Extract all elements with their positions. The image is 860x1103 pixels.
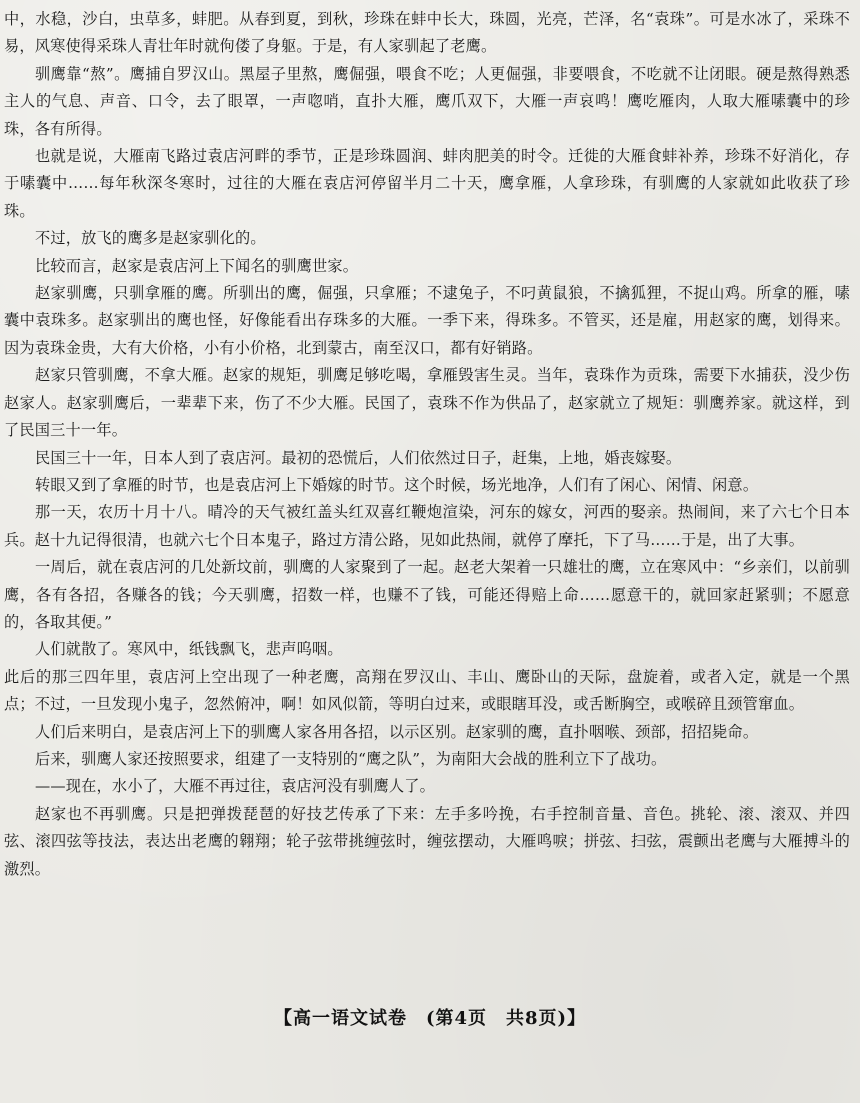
paragraph-1: 中，水稳，沙白，虫草多，蚌肥。从春到夏，到秋，珍珠在蚌中长大，珠圆，光亮，芒泽，名“袁珠”。可是水冰了，采珠不易，风寒使得采珠人青壮年时就佝偻了身躯。于是，有人家驯起了老鹰。 — [4, 10, 850, 56]
paragraph-4: 不过，放飞的鹰多是赵家驯化的。 — [35, 229, 266, 248]
paragraph-3: 也就是说，大雁南飞路过袁店河畔的季节，正是珍珠圆润、蚌肉肥美的时令。迁徙的大雁食蚌补养，珍珠不好消化，存于嗉囊中……每年秋深冬寒时，过往的大雁在袁店河停留半月二十天，鹰拿雁，人拿珍珠，有驯鹰的人家就如此收获了珍珠。 — [4, 147, 850, 220]
paragraph-10: 那一天，农历十月十八。晴冷的天气被红盖头红双喜红鞭炮渲染，河东的嫁女，河西的娶亲。热闹间，来了六七个日本兵。赵十九记得很清，也就六七个日本鬼子，路过方清公路，见如此热闹，就停了摩托，下了马……于是，出了大事。 — [4, 503, 850, 549]
paragraph-8: 民国三十一年，日本人到了袁店河。最初的恐慌后，人们依然过日子，赶集，上地，婚丧嫁娶。 — [35, 448, 682, 467]
page-footer: 【高一语文试卷 (第4页 共8页)】 — [273, 1008, 587, 1029]
paragraph-17: 赵家也不再驯鹰。只是把弹拨琵琶的好技艺传承了下来：左手多吟挽，右手控制音量、音色。挑轮、滚、滚双、并四弦、滚四弦等技法，表达出老鹰的翱翔；轮子弦带挑缠弦时，缠弦摆动，大雁鸣唳；拼弦、扫弦，震颤出老鹰与大雁搏斗的激烈。 — [4, 804, 850, 878]
paragraph-12: 人们就散了。寒风中，纸钱飘飞，悲声呜咽。 — [35, 640, 343, 659]
paragraph-16: ——现在，水小了，大雁不再过往，袁店河没有驯鹰人了。 — [35, 777, 436, 796]
paragraph-5: 比较而言，赵家是袁店河上下闻名的驯鹰世家。 — [35, 256, 359, 275]
paragraph-7: 赵家只管驯鹰，不拿大雁。赵家的规矩，驯鹰足够吃喝，拿雁毁害生灵。当年，袁珠作为贡珠，需要下水捕获，没少伤赵家人。赵家驯鹰后，一辈辈下来，伤了不少大雁。民国了，袁珠不作为供品了，赵家就立了规矩：驯鹰养家。就这样，到了民国三十一年。 — [4, 366, 850, 440]
paragraph-2: 驯鹰靠“熬”。鹰捕自罗汉山。黑屋子里熬，鹰倔强，喂食不吃；人更倔强，非要喂食，不吃就不让闭眼。硬是熬得熟悉主人的气息、声音、口令，去了眼罩，一声唿哨，直扑大雁，鹰爪双下，大雁一声哀鸣！鹰吃雁肉，人取大雁嗉囊中的珍珠，各有所得。 — [4, 64, 850, 138]
paragraph-14: 人们后来明白，是袁店河上下的驯鹰人家各用各招，以示区别。赵家驯的鹰，直扑咽喉、颈部，招招毙命。 — [35, 722, 759, 741]
paragraph-15: 后来，驯鹰人家还按照要求，组建了一支特别的“鹰之队”，为南阳大会战的胜利立下了战功。 — [35, 749, 667, 768]
paragraph-11: 一周后，就在袁店河的几处新坟前，驯鹰的人家聚到了一起。赵老大架着一只雄壮的鹰，立在寒风中：“乡亲们，以前驯鹰，各有各招，各赚各的钱；今天驯鹰，招数一样，也赚不了钱，可能还得赔上命……愿意干的，就回家赶紧驯；不愿意的，各取其便。” — [4, 558, 850, 631]
paragraph-9: 转眼又到了拿雁的时节，也是袁店河上下婚嫁的时节。这个时候，场光地净，人们有了闲心、闲情、闲意。 — [35, 475, 759, 494]
paragraph-13: 此后的那三四年里，袁店河上空出现了一种老鹰，高翔在罗汉山、丰山、鹰卧山的天际，盘旋着，或者入定，就是一个黑点；不过，一旦发现小鬼子，忽然俯冲，啊！如风似箭，等明白过来，或眼瞎耳没，或舌断胸空，或喉碎且颈管窜血。 — [4, 667, 850, 714]
passage-body — [4, 6, 850, 883]
paragraph-6: 赵家驯鹰，只驯拿雁的鹰。所驯出的鹰，倔强，只拿雁；不逮兔子，不叼黄鼠狼，不擒狐狸，不捉山鸡。所拿的雁，嗉囊中袁珠多。赵家驯出的鹰也怪，好像能看出存珠多的大雁。一季下来，得珠多。不管买，还是雇，用赵家的鹰，划得来。因为袁珠金贵，大有大价格，小有小价格，北到蒙古，南至汉口，都有好销路。 — [4, 284, 850, 357]
